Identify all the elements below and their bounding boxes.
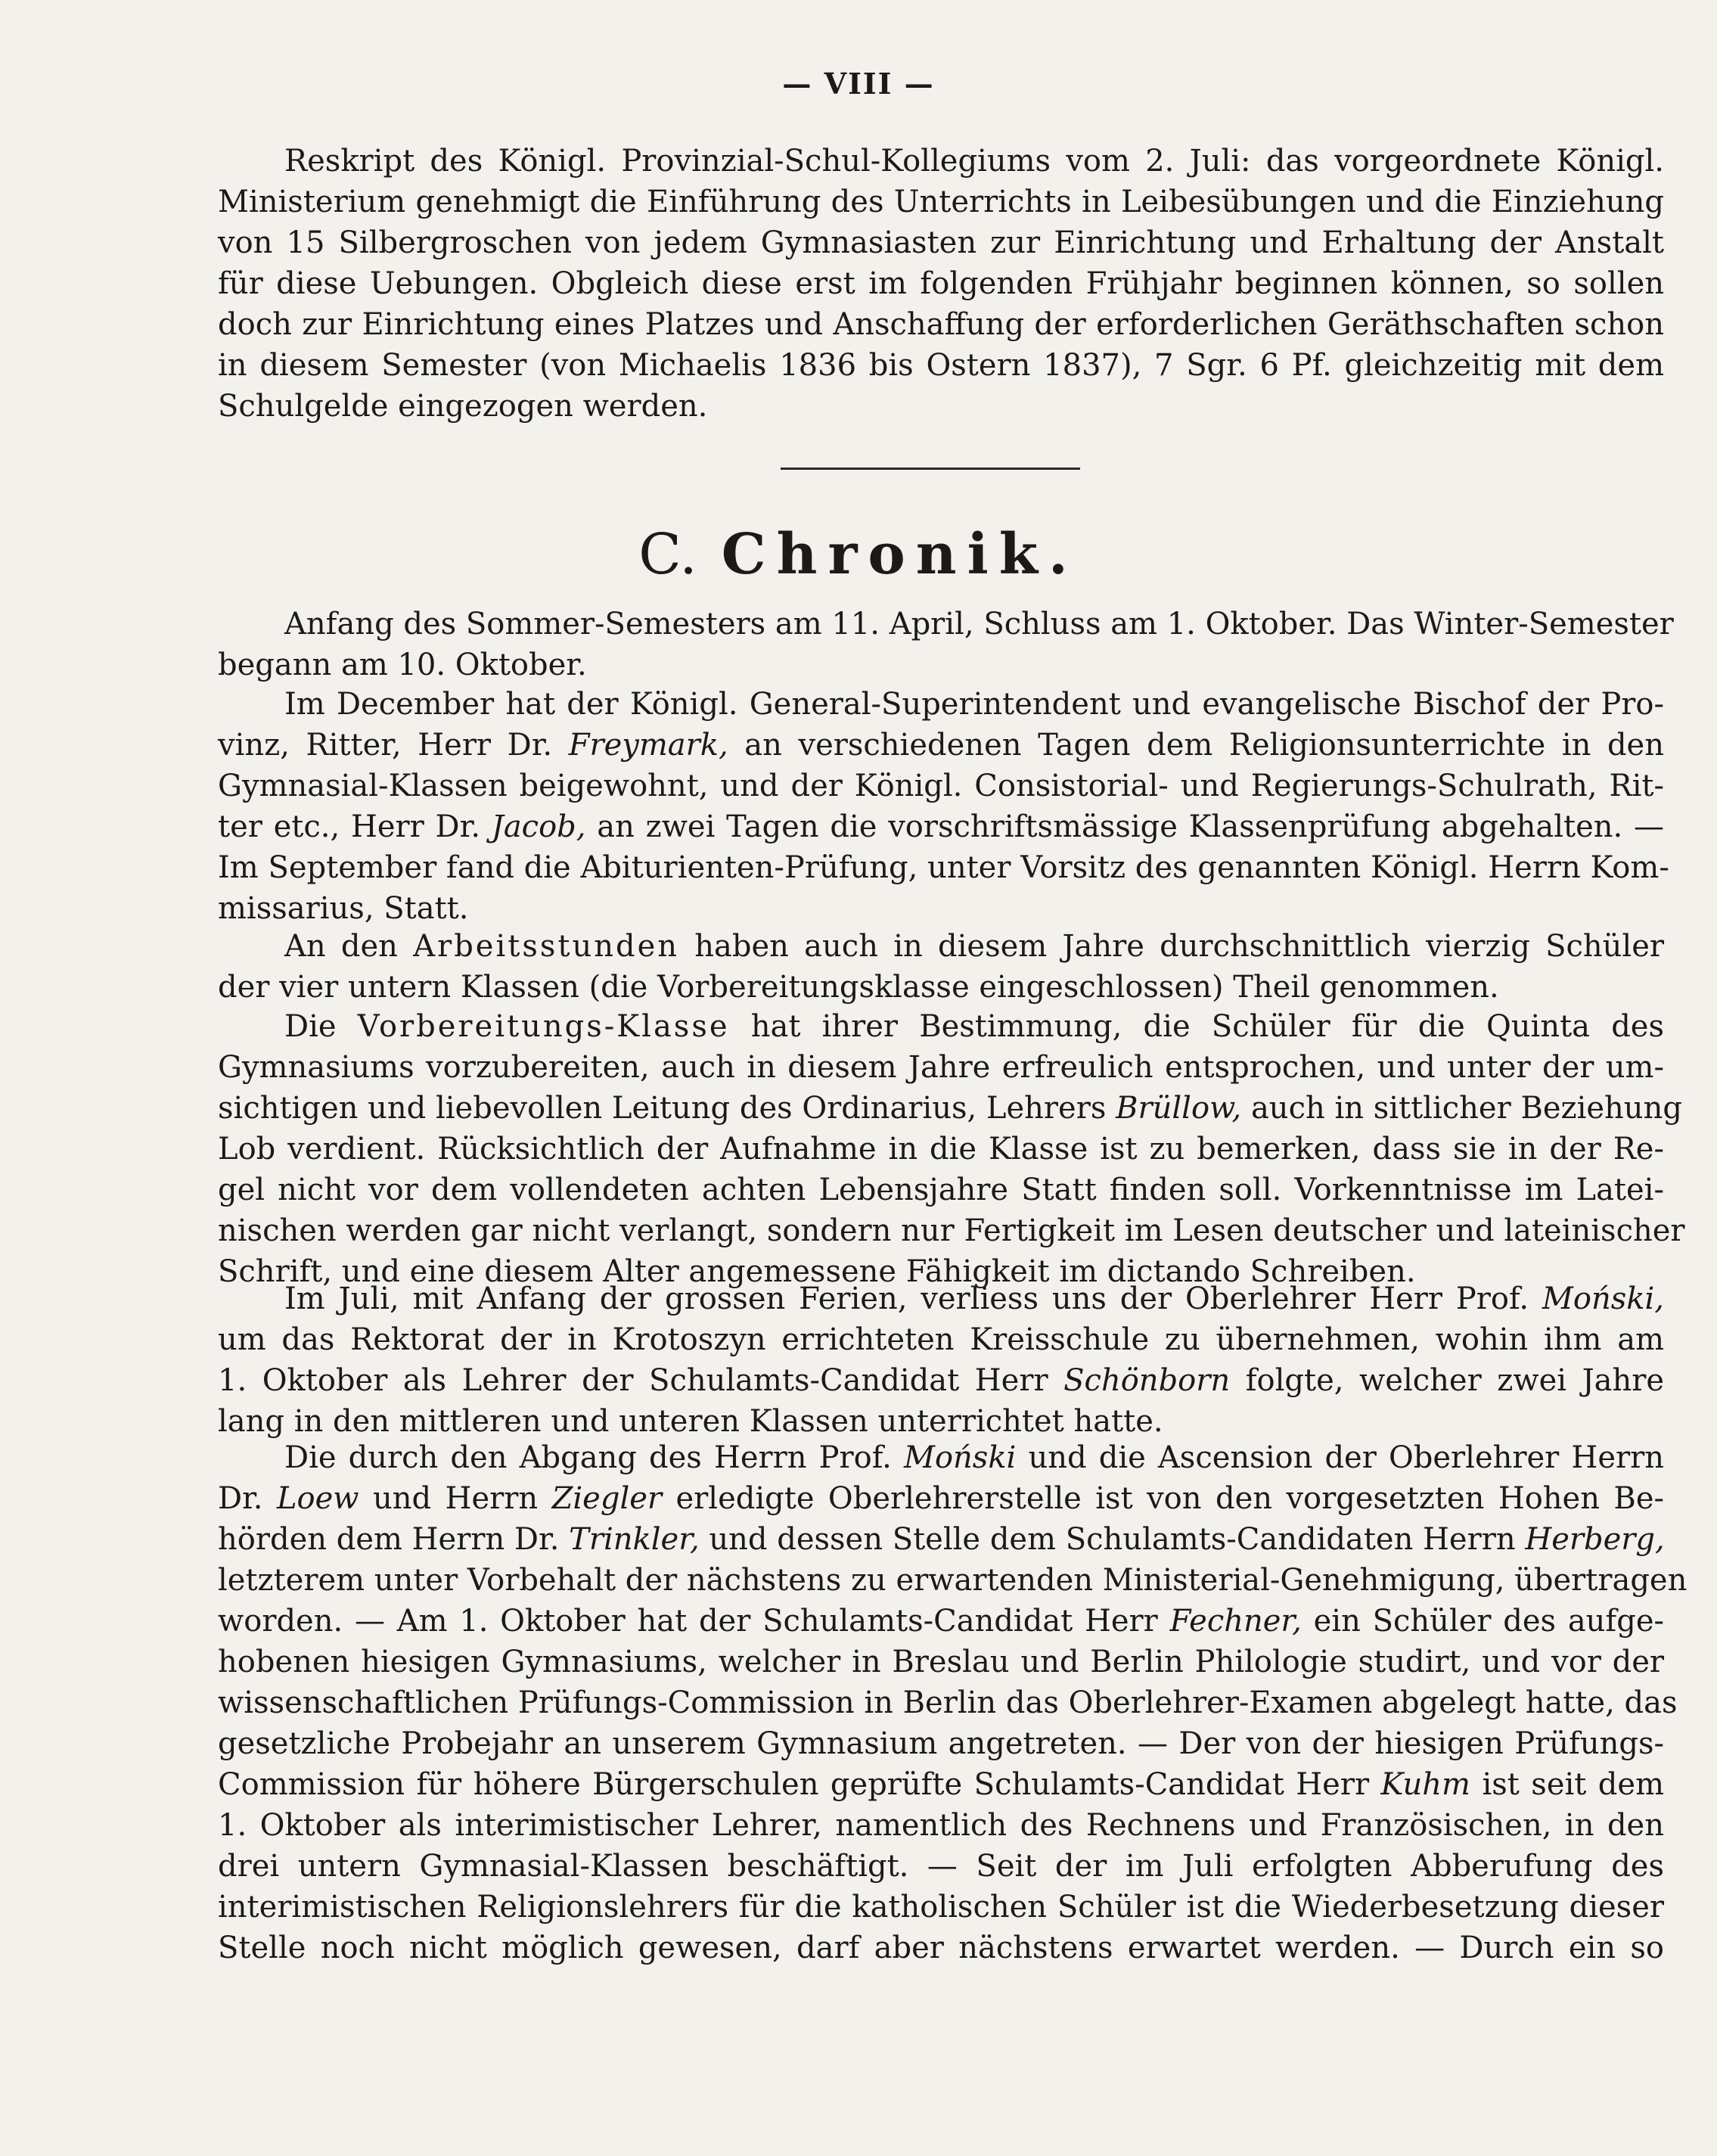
text-line: missarius, Statt. [218,891,469,926]
text-line: Lob verdient. Rücksichtlich der Aufnahme in die Klasse ist zu bemerken, dass sie in der Re- [218,1132,1664,1167]
section-divider [781,468,1080,470]
paragraph-reskript [218,141,1664,427]
text-line: sichtigen und liebevollen Leitung des Ordinarius, Lehrers Brüllow, auch in sittlicher Beziehung [218,1091,1682,1126]
text-line: wissenschaftlichen Prüfungs-Commission in Berlin das Oberlehrer-Examen abgelegt hatte, das [218,1685,1678,1720]
text-line: An den Arbeitsstunden haben auch in diesem Jahre durchschnittlich vierzig Schüler [284,929,1664,964]
text-line: Die durch den Abgang des Herrn Prof. Moński und die Ascension der Oberlehrer Herrn [284,1440,1664,1475]
person-name: Kuhm [1380,1767,1470,1802]
person-name: Jacob, [491,809,586,844]
person-name: Fechner, [1169,1604,1302,1639]
paragraph-visits [218,684,1669,929]
text-line: vinz, Ritter, Herr Dr. Freymark, an verschiedenen Tagen dem Religionsunterrichte in den [218,728,1664,763]
text-line: 1. Oktober als Lehrer der Schulamts-Candidat Herr Schönborn folgte, welcher zwei Jahre [218,1363,1665,1398]
emphasis-term: Arbeitsstunden [413,929,680,964]
text-line: hörden dem Herrn Dr. Trinkler, und dessen Stelle dem Schulamts-Candidaten Herrn Herberg, [218,1522,1665,1557]
text-line: für diese Uebungen. Obgleich diese erst im folgenden Frühjahr beginnen können, so sollen [218,266,1664,301]
text-line: nischen werden gar nicht verlangt, sondern nur Fertigkeit im Lesen deutscher und lateinischer [218,1213,1685,1248]
text-line: interimistischen Religionslehrers für die katholischen Schüler ist die Wiederbesetzung dieser [218,1890,1664,1925]
text-line: Anfang des Sommer-Semesters am 11. April, Schluss am 1. Oktober. Das Winter-Semester [284,607,1674,642]
paragraph-arbeitsstunden [218,926,1664,1008]
text-line: Im December hat der Königl. General-Superintendent und evangelische Bischof der Pro- [284,687,1664,722]
text-line: Im Juli, mit Anfang der grossen Ferien, verliess uns der Oberlehrer Herr Prof. Moński, [284,1281,1664,1316]
text-line: letzterem unter Vorbehalt der nächstens zu erwartenden Ministerial-Genehmigung, übertragen [218,1563,1688,1598]
person-name: Moński, [1542,1281,1664,1316]
person-name: Trinkler, [569,1522,700,1557]
text-line: begann am 10. Oktober. [218,648,587,682]
text-line: Gymnasial-Klassen beigewohnt, und der Königl. Consistorial- und Regierungs-Schulrath, Rit- [218,769,1664,803]
paragraph-juli [218,1278,1664,1442]
text-line: Reskript des Königl. Provinzial-Schul-Kollegiums vom 2. Juli: das vorgeordnete Königl. [284,144,1664,179]
person-name: Schönborn [1063,1363,1231,1398]
section-title: Chronik. [721,522,1079,587]
text-line: Dr. Loew und Herrn Ziegler erledigte Oberlehrerstelle ist von den vorgesetzten Hohen Be- [218,1481,1665,1516]
emphasis-term: Vorbereitungs-Klasse [357,1009,730,1044]
person-name: Freymark, [568,728,728,763]
person-name: Brüllow, [1116,1091,1242,1126]
text-line: drei untern Gymnasial-Klassen beschäftigt. — Seit der im Juli erfolgten Abberufung des [218,1849,1664,1884]
text-line: gel nicht vor dem vollendeten achten Lebensjahre Statt finden soll. Vorkenntnisse im Latei- [218,1173,1664,1207]
person-name: Moński [903,1440,1017,1475]
text-line: Schrift, und eine diesem Alter angemessene Fähigkeit im dictando Schreiben. [218,1254,1416,1289]
text-line: hobenen hiesigen Gymnasiums, welcher in Breslau und Berlin Philologie studirt, und vor der [218,1645,1664,1679]
text-line: Gymnasiums vorzubereiten, auch in diesem Jahre erfreulich entsprochen, und unter der um- [218,1050,1664,1085]
text-line: in diesem Semester (von Michaelis 1836 bis Ostern 1837), 7 Sgr. 6 Pf. gleichzeitig mit dem [218,348,1664,383]
text-line: Die Vorbereitungs-Klasse hat ihrer Bestimmung, die Schüler für die Quinta des [284,1009,1665,1044]
person-name: Ziegler [551,1481,663,1516]
person-name: Loew [276,1481,359,1516]
text-line: Commission für höhere Bürgerschulen geprüfte Schulamts-Candidat Herr Kuhm ist seit dem [218,1767,1665,1802]
paragraph-vorbereitungsklasse [218,1006,1685,1292]
section-letter: C. [638,522,697,587]
section-heading [0,520,1717,589]
person-name: Herberg, [1525,1522,1665,1557]
text-line: gesetzliche Probejahr an unserem Gymnasium angetreten. — Der von der hiesigen Prüfungs- [218,1726,1664,1761]
text-line: Im September fand die Abiturienten-Prüfung, unter Vorsitz des genannten Königl. Herrn Kom- [218,850,1669,885]
text-line: worden. — Am 1. Oktober hat der Schulamts-Candidat Herr Fechner, ein Schüler des aufge- [218,1604,1665,1639]
text-line: Schulgelde eingezogen werden. [218,389,708,424]
text-line: ter etc., Herr Dr. Jacob, an zwei Tagen die vorschriftsmässige Klassenprüfung abgehalten. — [218,809,1664,844]
page-number: — VIII — [782,67,935,101]
text-line: Stelle noch nicht möglich gewesen, darf aber nächstens erwartet werden. — Durch ein so [218,1931,1664,1965]
text-line: Ministerium genehmigt die Einführung des Unterrichts in Leibesübungen und die Einziehung [218,185,1664,219]
text-line: der vier untern Klassen (die Vorbereitungsklasse eingeschlossen) Theil genommen. [218,970,1499,1005]
text-line: doch zur Einrichtung eines Platzes und Anschaffung der erforderlichen Geräthschaften schon [218,307,1664,342]
paragraph-oberlehrerstelle [218,1437,1688,1968]
text-line: 1. Oktober als interimistischer Lehrer, namentlich des Rechnens und Französischen, in den [218,1808,1664,1843]
paragraph-semester [218,604,1674,685]
text-line: lang in den mittleren und unteren Klassen unterrichtet hatte. [218,1404,1163,1439]
text-line: um das Rektorat der in Krotoszyn errichteten Kreisschule zu übernehmen, wohin ihm am [218,1322,1664,1357]
text-line: von 15 Silbergroschen von jedem Gymnasiasten zur Einrichtung und Erhaltung der Anstalt [218,225,1664,260]
